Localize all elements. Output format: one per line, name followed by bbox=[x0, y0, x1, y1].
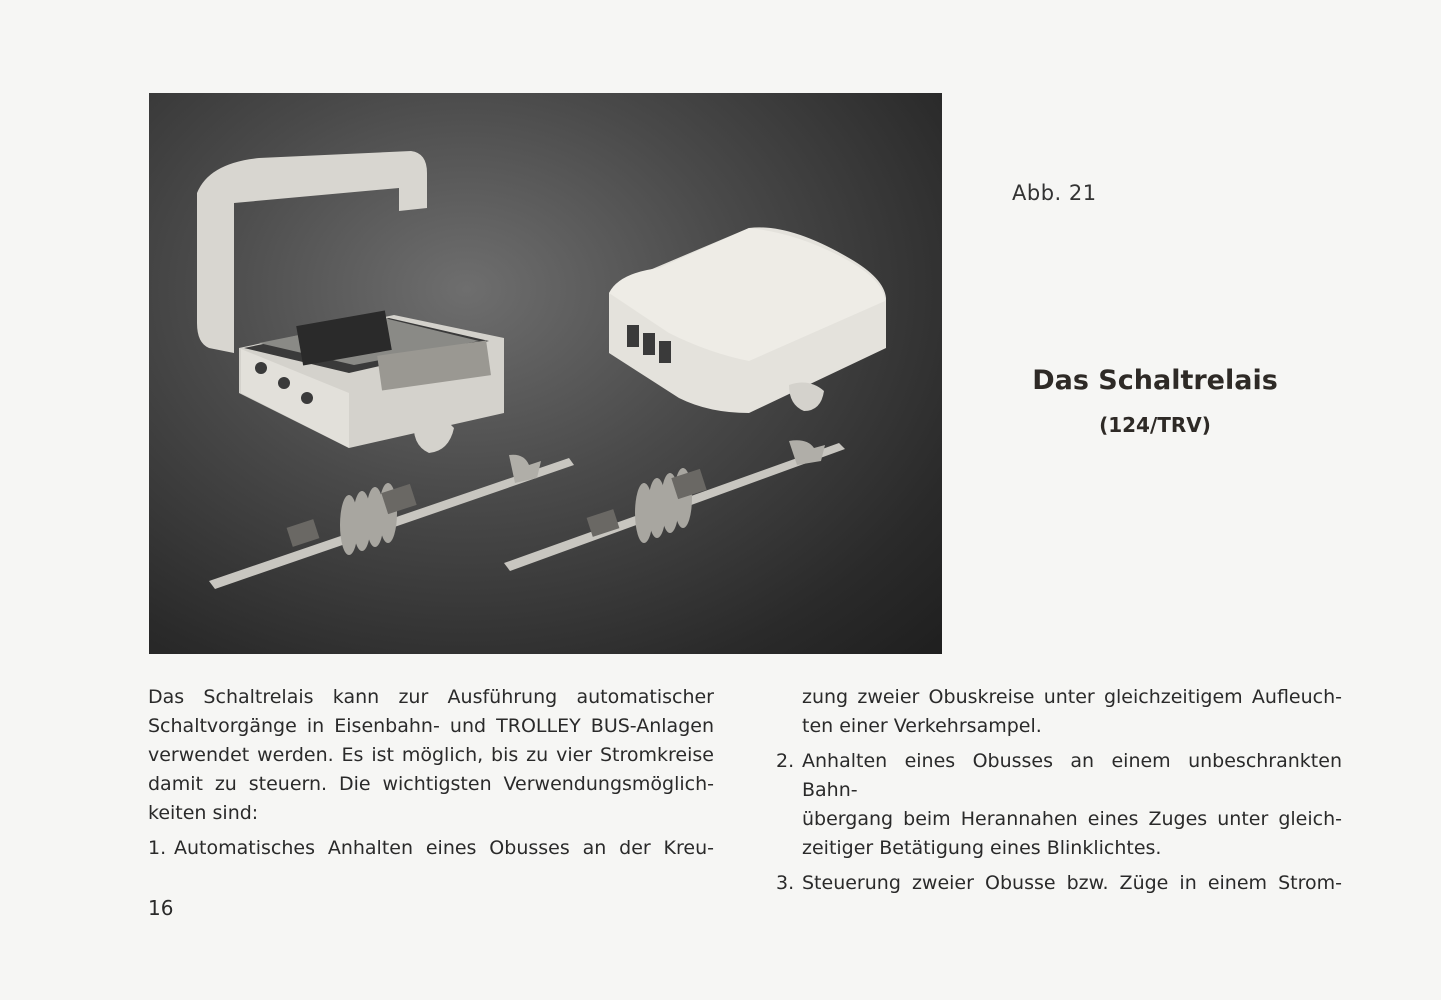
list-text: Anhalten eines Obusses an einem unbeschrankten Bahn- bbox=[802, 750, 1342, 801]
list-text: Steuerung zweier Obusse bzw. Züge in einem Strom- bbox=[802, 872, 1342, 894]
body-left-column bbox=[148, 683, 714, 863]
text-line: verwendet werden. Es ist möglich, bis zu vier Stromkreise bbox=[148, 744, 714, 766]
text-line: keiten sind: bbox=[148, 802, 259, 824]
text-line: Das Schaltrelais kann zur Ausführung automatischer bbox=[148, 686, 714, 708]
list-number: 3. bbox=[776, 872, 795, 894]
relay-illustration bbox=[149, 93, 942, 654]
list-item bbox=[148, 834, 714, 863]
list-item bbox=[776, 747, 1342, 863]
model-number: (124/TRV) bbox=[1099, 413, 1211, 437]
text-line: Schaltvorgänge in Eisenbahn- und TROLLEY BUS-Anlagen bbox=[148, 715, 714, 737]
closed-relay-box bbox=[609, 227, 886, 413]
list-text: Automatisches Anhalten eines Obusses an der Kreu- bbox=[174, 837, 714, 859]
figure-caption: Abb. 21 bbox=[1012, 181, 1097, 205]
list-number: 2. bbox=[776, 750, 795, 772]
list-number: 1. bbox=[148, 837, 167, 859]
text-line: zung zweier Obuskreise unter gleichzeitigem Aufleuch- bbox=[802, 686, 1342, 708]
body-right-column bbox=[776, 683, 1342, 898]
page-number: 16 bbox=[148, 896, 174, 920]
list-text: zeitiger Betätigung eines Blinklichtes. bbox=[802, 837, 1162, 859]
open-relay-box bbox=[197, 151, 504, 453]
contact-track-left bbox=[209, 455, 574, 589]
text-line: ten einer Verkehrsampel. bbox=[802, 715, 1042, 737]
text-line: damit zu steuern. Die wichtigsten Verwendungsmöglich- bbox=[148, 773, 714, 795]
list-text: übergang beim Herannahen eines Zuges unter gleich- bbox=[802, 808, 1342, 830]
contact-track-right bbox=[504, 440, 845, 571]
list-item bbox=[776, 869, 1342, 898]
section-title: Das Schaltrelais bbox=[1032, 365, 1278, 396]
relay-photograph bbox=[149, 93, 942, 654]
